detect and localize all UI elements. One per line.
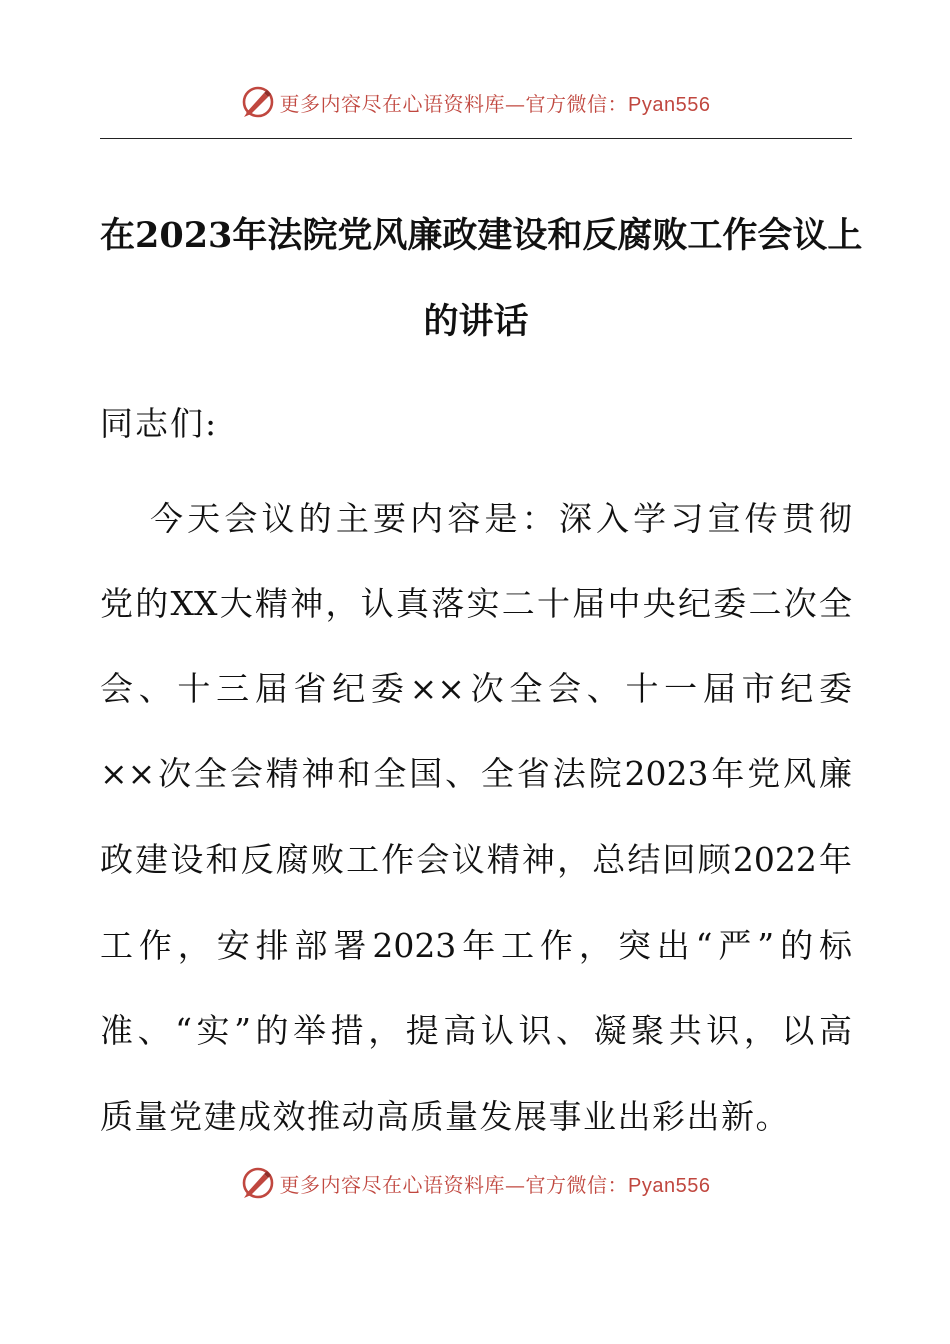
- paragraph-line: 会、十三届省纪委××次全会、十一届市纪委: [100, 669, 852, 708]
- banner-wechat-label: 官方微信：: [525, 1172, 629, 1197]
- pen-logo-icon: [240, 84, 276, 120]
- banner-wechat-id: Pyan556: [628, 1174, 711, 1197]
- salutation: 同志们:: [100, 404, 219, 443]
- footer-banner: [0, 1163, 950, 1203]
- banner-slogan: 更多内容尽在心语资料库: [279, 91, 506, 116]
- paragraph-line: 质量党建成效推动高质量发展事业出彩出新。: [100, 1097, 790, 1136]
- header-divider: [100, 138, 852, 139]
- banner-wechat-id: Pyan556: [628, 93, 711, 116]
- paragraph-line: 政建设和反腐败工作会议精神，总结回顾2022年: [100, 840, 852, 879]
- document-title-line-1: 在2023年法院党风廉政建设和反腐败工作会议上: [100, 215, 863, 256]
- banner-separator: —: [505, 91, 526, 116]
- paragraph-line: 准、“实”的举措，提高认识、凝聚共识，以高: [100, 1011, 852, 1050]
- paragraph-line: 工作，安排部署2023年工作，突出“严”的标: [100, 926, 852, 965]
- paragraph-line: ××次全会精神和全国、全省法院2023年党风廉: [100, 754, 852, 793]
- banner-slogan: 更多内容尽在心语资料库: [279, 1172, 506, 1197]
- paragraph-line: 党的XX大精神，认真落实二十届中央纪委二次全: [100, 584, 852, 623]
- header-banner: [0, 82, 950, 122]
- paragraph-line: 今天会议的主要内容是：深入学习宣传贯彻: [150, 499, 852, 538]
- banner-separator: —: [505, 1172, 526, 1197]
- pen-logo-icon: [240, 1165, 276, 1201]
- banner-wechat-label: 官方微信：: [525, 91, 629, 116]
- document-title-line-2: 的讲话: [423, 301, 529, 342]
